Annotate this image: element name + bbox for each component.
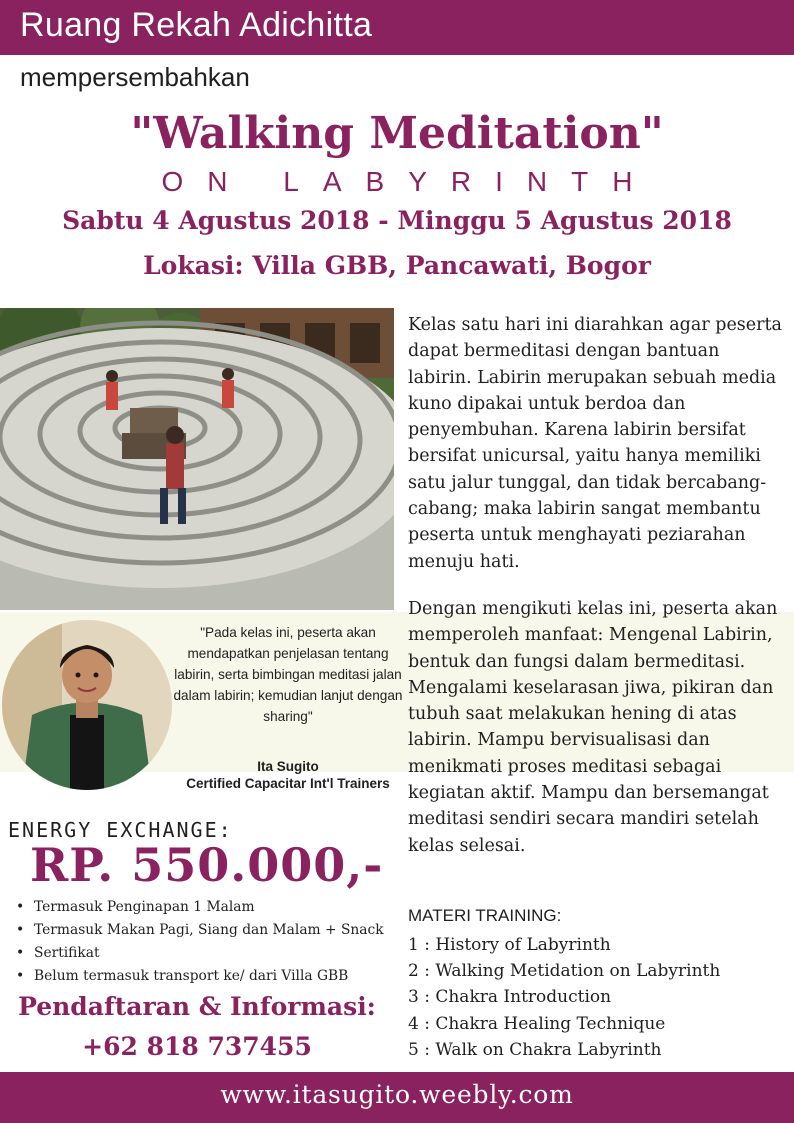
description-intro: Kelas satu hari ini diarahkan agar peserta dapat bermeditasi dengan bantuan labirin. Labirin merupakan sebuah media kuno dipakai untuk berdoa dan penyembuhan. Karena labirin bersifat bersifat unicursal, yaitu hanya memiliki satu jalur tunggal, dan tidak bercabang-cabang; maka labirin sangat membantu peserta untuk menghayati peziarahan menuju hati. (408, 315, 782, 572)
list-item: 3 : Chakra Introduction (408, 987, 612, 1008)
speaker-portrait-photo (2, 620, 172, 790)
bottom-banner (0, 1072, 794, 1123)
event-location: Lokasi: Villa GBB, Pancawati, Bogor (143, 251, 651, 280)
materi-heading: MATERI TRAINING: (408, 906, 562, 925)
event-subtitle: ON LABYRINTH (161, 166, 657, 197)
list-item: • Belum termasuk transport ke/ dari Villa GBB (16, 967, 384, 990)
registration-phone: +62 818 737455 (82, 1032, 312, 1061)
description-benefits: Dengan mengikuti kelas ini, peserta akan memperoleh manfaat: Mengenal Labirin, bentuk dan fungsi dalam bermeditasi. Mengalami keselarasan jiwa, pikiran dan tubuh saat melakukan hening di atas labirin. Mampu bervisualisasi dan menikmati proses meditasi sebagai kegiatan aktif. Mampu dan bersemangat meditasi sendiri secara mandiri setelah kelas selesai. (408, 599, 778, 856)
presents-text: mempersembahkan (20, 62, 250, 92)
list-item: 2 : Walking Metidation on Labyrinth (408, 961, 721, 982)
event-dates: Sabtu 4 Agustus 2018 - Minggu 5 Agustus 2018 (62, 206, 732, 235)
list-item: • Sertifikat (16, 944, 384, 967)
price: RP. 550.000,- (30, 838, 384, 892)
speaker-portrait-illustration (2, 620, 172, 790)
organizer-name: Ruang Rekah Adichitta (20, 6, 373, 44)
labyrinth-garden-illustration (0, 308, 394, 610)
includes-list (16, 898, 384, 990)
labyrinth-garden-photo (0, 308, 394, 610)
list-item: • Termasuk Penginapan 1 Malam (16, 898, 384, 921)
materi-list (408, 933, 720, 1064)
energy-exchange-label: ENERGY EXCHANGE: (8, 818, 233, 842)
registration-title: Pendaftaran & Informasi: (18, 992, 376, 1021)
list-item: 1 : History of Labyrinth (408, 935, 611, 955)
list-item: 4 : Chakra Healing Technique (408, 1013, 666, 1034)
website-url: www.itasugito.weebly.com (220, 1080, 574, 1109)
speaker-name: Ita Sugito (257, 759, 319, 774)
testimonial-quote: "Pada kelas ini, peserta akan mendapatkan penjelasan tentang labirin, serta bimbingan meditasi jalan dalam labirin; kemudian lanjut dengan sharing" (173, 625, 403, 724)
list-item: 5 : Walk on Chakra Labyrinth (408, 1039, 662, 1060)
event-title: "Walking Meditation" (130, 108, 664, 159)
top-banner (0, 0, 794, 55)
list-item: • Termasuk Makan Pagi, Siang dan Malam + Snack (16, 921, 384, 944)
speaker-credential: Certified Capacitar Int'l Trainers (186, 776, 390, 791)
